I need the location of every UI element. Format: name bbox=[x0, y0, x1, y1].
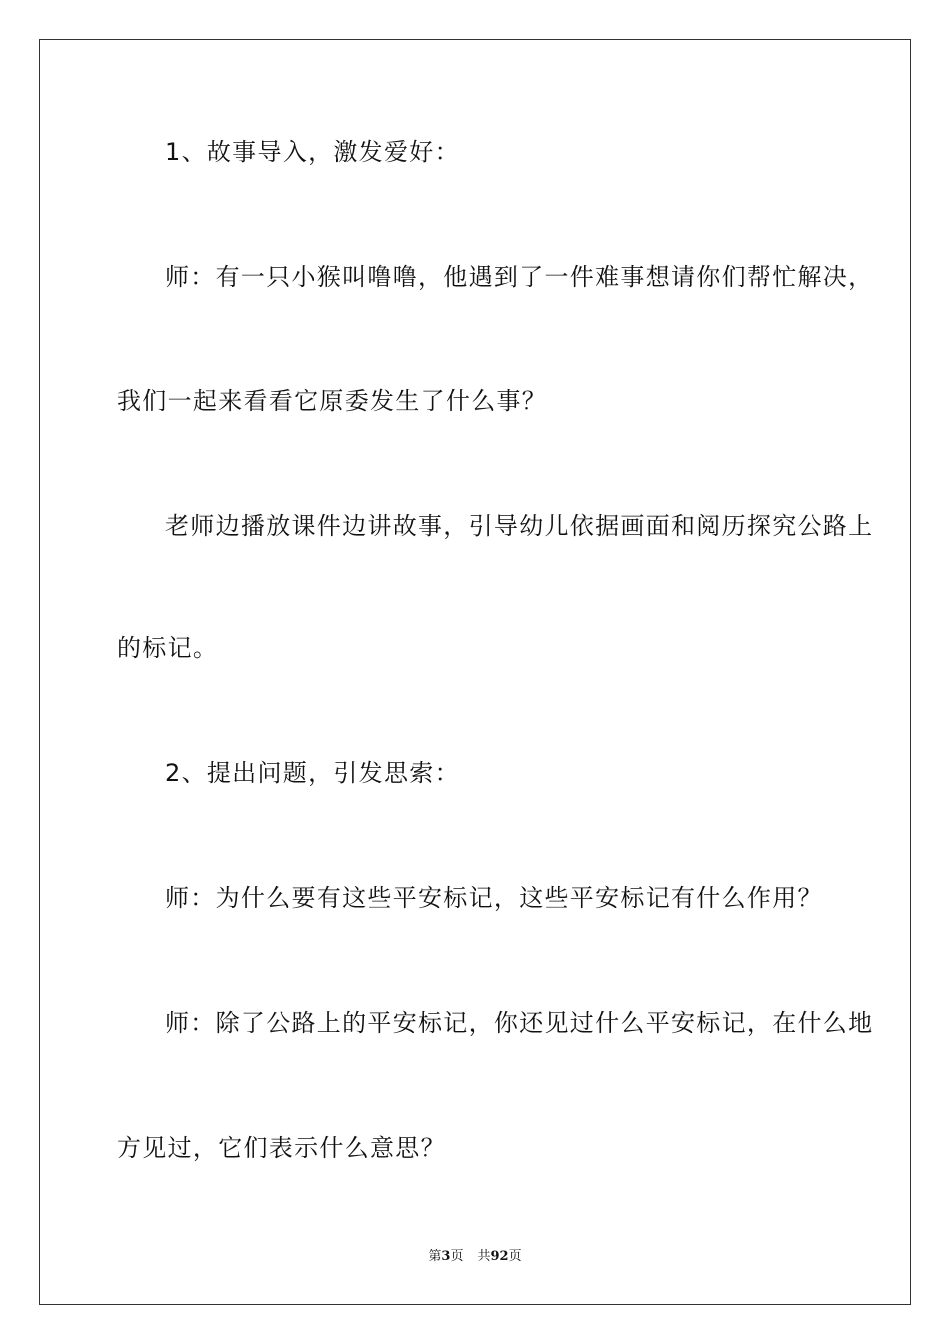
page-footer bbox=[0, 1248, 950, 1266]
footer-page-suffix: 页 bbox=[450, 1249, 464, 1264]
page-border bbox=[39, 39, 911, 1305]
footer-page-prefix: 第 bbox=[428, 1249, 442, 1264]
paragraph-line: 方见过，它们表示什么意思？ bbox=[117, 1134, 446, 1162]
paragraph-line: 的标记。 bbox=[117, 634, 219, 662]
paragraph-line: 老师边播放课件边讲故事，引导幼儿依据画面和阅历探究公路上 bbox=[165, 512, 874, 540]
paragraph-line: 师：为什么要有这些平安标记，这些平安标记有什么作用？ bbox=[165, 884, 823, 912]
footer-page-number: 3 bbox=[441, 1249, 451, 1264]
section-heading-2: 2、提出问题，引发思索： bbox=[165, 759, 460, 787]
paragraph-line: 我们一起来看看它原委发生了什么事？ bbox=[117, 387, 548, 415]
footer-total-suffix: 页 bbox=[508, 1249, 522, 1264]
footer-total-prefix: 共 bbox=[477, 1249, 491, 1264]
footer-total-pages: 92 bbox=[490, 1249, 509, 1264]
paragraph-line: 师：除了公路上的平安标记，你还见过什么平安标记，在什么地 bbox=[165, 1009, 874, 1037]
section-heading-1: 1、故事导入，激发爱好： bbox=[165, 138, 460, 166]
paragraph-line: 师：有一只小猴叫噜噜，他遇到了一件难事想请你们帮忙解决， bbox=[165, 263, 874, 291]
